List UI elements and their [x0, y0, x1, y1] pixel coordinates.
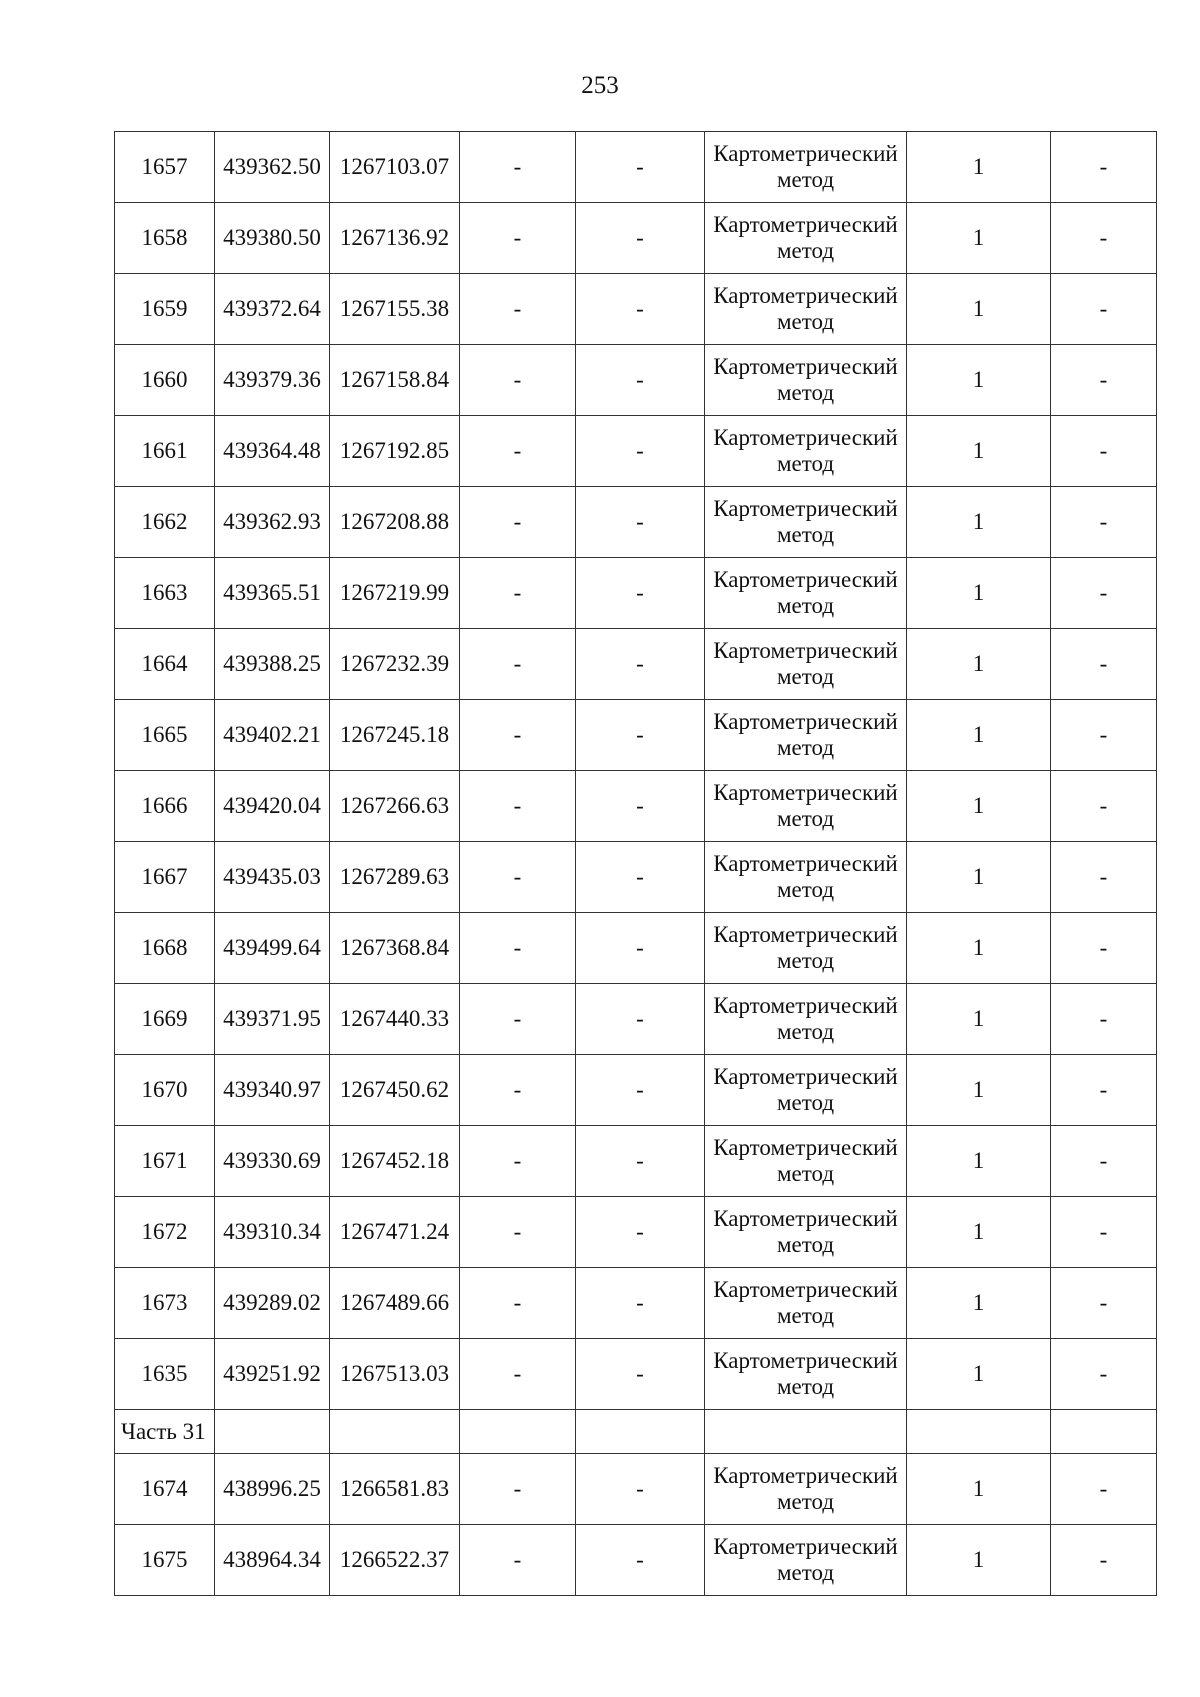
y-coordinate-cell: 1267450.62 — [330, 1055, 460, 1126]
x-coordinate-cell: 439362.50 — [215, 132, 330, 203]
empty-value-cell: - — [460, 416, 576, 487]
method-line-1: Картометрический — [713, 709, 898, 734]
x-coordinate-cell: 439310.34 — [215, 1197, 330, 1268]
table-row — [115, 274, 1157, 345]
empty-value-cell: - — [576, 771, 705, 842]
precision-cell: 1 — [907, 1454, 1051, 1525]
point-id-cell: 1663 — [115, 558, 215, 629]
empty-value-cell: - — [460, 1525, 576, 1596]
empty-value-cell: - — [460, 345, 576, 416]
method-line-2: метод — [776, 1560, 835, 1585]
method-line-2: метод — [776, 1232, 835, 1257]
table-row — [115, 558, 1157, 629]
precision-cell: 1 — [907, 203, 1051, 274]
method-cell — [705, 274, 907, 345]
empty-value-cell: - — [460, 629, 576, 700]
empty-value-cell: - — [1051, 274, 1157, 345]
y-coordinate-cell: 1267368.84 — [330, 913, 460, 984]
precision-cell: 1 — [907, 1126, 1051, 1197]
x-coordinate-cell: 439380.50 — [215, 203, 330, 274]
method-line-2: метод — [776, 1161, 835, 1186]
precision-cell: 1 — [907, 913, 1051, 984]
precision-cell: 1 — [907, 1339, 1051, 1410]
y-coordinate-cell: 1266581.83 — [330, 1454, 460, 1525]
x-coordinate-cell: 439371.95 — [215, 984, 330, 1055]
method-cell — [705, 1268, 907, 1339]
table-row — [115, 842, 1157, 913]
table-body — [115, 132, 1157, 1596]
point-id-cell: 1673 — [115, 1268, 215, 1339]
empty-value-cell: - — [1051, 487, 1157, 558]
empty-value-cell: - — [1051, 771, 1157, 842]
method-cell — [705, 1126, 907, 1197]
y-coordinate-cell: 1267266.63 — [330, 771, 460, 842]
empty-value-cell: - — [460, 1197, 576, 1268]
y-coordinate-cell: 1267489.66 — [330, 1268, 460, 1339]
empty-cell — [705, 1410, 907, 1454]
empty-value-cell: - — [576, 700, 705, 771]
empty-value-cell: - — [460, 771, 576, 842]
empty-value-cell: - — [1051, 558, 1157, 629]
part-label: Часть 31 — [115, 1410, 215, 1454]
table-row — [115, 345, 1157, 416]
x-coordinate-cell: 439365.51 — [215, 558, 330, 629]
empty-value-cell: - — [576, 1268, 705, 1339]
point-id-cell: 1665 — [115, 700, 215, 771]
method-line-1: Картометрический — [713, 1277, 898, 1302]
point-id-cell: 1672 — [115, 1197, 215, 1268]
empty-value-cell: - — [1051, 1268, 1157, 1339]
empty-value-cell: - — [460, 1339, 576, 1410]
empty-cell — [460, 1410, 576, 1454]
empty-value-cell: - — [1051, 345, 1157, 416]
point-id-cell: 1657 — [115, 132, 215, 203]
x-coordinate-cell: 439289.02 — [215, 1268, 330, 1339]
empty-value-cell: - — [460, 274, 576, 345]
y-coordinate-cell: 1267136.92 — [330, 203, 460, 274]
empty-cell — [1051, 1410, 1157, 1454]
empty-value-cell: - — [1051, 1454, 1157, 1525]
table-row — [115, 1126, 1157, 1197]
empty-value-cell: - — [576, 913, 705, 984]
method-cell — [705, 913, 907, 984]
point-id-cell: 1669 — [115, 984, 215, 1055]
precision-cell: 1 — [907, 842, 1051, 913]
table-row — [115, 1339, 1157, 1410]
x-coordinate-cell: 439435.03 — [215, 842, 330, 913]
empty-value-cell: - — [1051, 842, 1157, 913]
empty-value-cell: - — [460, 487, 576, 558]
method-cell — [705, 629, 907, 700]
point-id-cell: 1671 — [115, 1126, 215, 1197]
empty-value-cell: - — [576, 416, 705, 487]
method-cell — [705, 842, 907, 913]
y-coordinate-cell: 1267219.99 — [330, 558, 460, 629]
table-row — [115, 1055, 1157, 1126]
empty-cell — [576, 1410, 705, 1454]
method-line-2: метод — [776, 522, 835, 547]
method-line-2: метод — [776, 664, 835, 689]
table-row — [115, 700, 1157, 771]
point-id-cell: 1674 — [115, 1454, 215, 1525]
empty-value-cell: - — [1051, 1055, 1157, 1126]
y-coordinate-cell: 1267471.24 — [330, 1197, 460, 1268]
empty-value-cell: - — [576, 558, 705, 629]
method-line-1: Картометрический — [713, 1463, 898, 1488]
method-line-2: метод — [776, 1374, 835, 1399]
method-line-2: метод — [776, 1489, 835, 1514]
method-cell — [705, 132, 907, 203]
point-id-cell: 1670 — [115, 1055, 215, 1126]
method-line-2: метод — [776, 806, 835, 831]
empty-value-cell: - — [460, 700, 576, 771]
empty-value-cell: - — [460, 1454, 576, 1525]
empty-value-cell: - — [460, 842, 576, 913]
x-coordinate-cell: 439388.25 — [215, 629, 330, 700]
x-coordinate-cell: 439379.36 — [215, 345, 330, 416]
empty-value-cell: - — [460, 1126, 576, 1197]
y-coordinate-cell: 1267452.18 — [330, 1126, 460, 1197]
precision-cell: 1 — [907, 345, 1051, 416]
method-line-1: Картометрический — [713, 1348, 898, 1373]
method-line-1: Картометрический — [713, 851, 898, 876]
method-cell — [705, 1525, 907, 1596]
empty-value-cell: - — [460, 132, 576, 203]
method-line-1: Картометрический — [713, 212, 898, 237]
empty-value-cell: - — [576, 1055, 705, 1126]
point-id-cell: 1661 — [115, 416, 215, 487]
x-coordinate-cell: 439372.64 — [215, 274, 330, 345]
method-line-2: метод — [776, 309, 835, 334]
empty-value-cell: - — [1051, 1197, 1157, 1268]
x-coordinate-cell: 439499.64 — [215, 913, 330, 984]
point-id-cell: 1675 — [115, 1525, 215, 1596]
point-id-cell: 1659 — [115, 274, 215, 345]
empty-value-cell: - — [1051, 629, 1157, 700]
method-line-2: метод — [776, 1019, 835, 1044]
empty-value-cell: - — [576, 1126, 705, 1197]
empty-value-cell: - — [1051, 913, 1157, 984]
method-line-1: Картометрический — [713, 283, 898, 308]
method-line-1: Картометрический — [713, 922, 898, 947]
method-line-1: Картометрический — [713, 141, 898, 166]
empty-value-cell: - — [1051, 700, 1157, 771]
precision-cell: 1 — [907, 487, 1051, 558]
point-id-cell: 1662 — [115, 487, 215, 558]
method-line-1: Картометрический — [713, 1135, 898, 1160]
empty-value-cell: - — [576, 1454, 705, 1525]
table-row — [115, 1454, 1157, 1525]
x-coordinate-cell: 439362.93 — [215, 487, 330, 558]
point-id-cell: 1635 — [115, 1339, 215, 1410]
empty-value-cell: - — [576, 629, 705, 700]
y-coordinate-cell: 1267513.03 — [330, 1339, 460, 1410]
empty-value-cell: - — [576, 203, 705, 274]
method-line-2: метод — [776, 238, 835, 263]
empty-value-cell: - — [576, 274, 705, 345]
empty-cell — [215, 1410, 330, 1454]
method-line-1: Картометрический — [713, 496, 898, 521]
empty-value-cell: - — [460, 913, 576, 984]
x-coordinate-cell: 439402.21 — [215, 700, 330, 771]
y-coordinate-cell: 1267158.84 — [330, 345, 460, 416]
point-id-cell: 1667 — [115, 842, 215, 913]
empty-value-cell: - — [1051, 1126, 1157, 1197]
x-coordinate-cell: 438964.34 — [215, 1525, 330, 1596]
method-cell — [705, 700, 907, 771]
precision-cell: 1 — [907, 1055, 1051, 1126]
method-cell — [705, 1339, 907, 1410]
empty-value-cell: - — [1051, 132, 1157, 203]
method-line-2: метод — [776, 1303, 835, 1328]
point-id-cell: 1666 — [115, 771, 215, 842]
method-cell — [705, 1454, 907, 1525]
empty-cell — [330, 1410, 460, 1454]
y-coordinate-cell: 1267155.38 — [330, 274, 460, 345]
method-cell — [705, 771, 907, 842]
empty-value-cell: - — [1051, 203, 1157, 274]
empty-value-cell: - — [576, 842, 705, 913]
part-header-row — [115, 1410, 1157, 1454]
y-coordinate-cell: 1267289.63 — [330, 842, 460, 913]
table-row — [115, 487, 1157, 558]
point-id-cell: 1658 — [115, 203, 215, 274]
y-coordinate-cell: 1267192.85 — [330, 416, 460, 487]
y-coordinate-cell: 1267245.18 — [330, 700, 460, 771]
empty-value-cell: - — [460, 1268, 576, 1339]
x-coordinate-cell: 439330.69 — [215, 1126, 330, 1197]
method-line-1: Картометрический — [713, 638, 898, 663]
empty-value-cell: - — [460, 203, 576, 274]
method-line-2: метод — [776, 735, 835, 760]
method-line-1: Картометрический — [713, 1534, 898, 1559]
method-line-2: метод — [776, 1090, 835, 1115]
method-line-1: Картометрический — [713, 1064, 898, 1089]
method-line-2: метод — [776, 593, 835, 618]
table-row — [115, 1197, 1157, 1268]
precision-cell: 1 — [907, 1197, 1051, 1268]
empty-value-cell: - — [1051, 984, 1157, 1055]
precision-cell: 1 — [907, 132, 1051, 203]
empty-value-cell: - — [576, 487, 705, 558]
x-coordinate-cell: 439420.04 — [215, 771, 330, 842]
method-cell — [705, 984, 907, 1055]
table-row — [115, 1268, 1157, 1339]
table-row — [115, 132, 1157, 203]
x-coordinate-cell: 438996.25 — [215, 1454, 330, 1525]
table-row — [115, 629, 1157, 700]
coordinates-table — [114, 131, 1157, 1596]
page-number: 253 — [581, 72, 619, 99]
table-row — [115, 203, 1157, 274]
method-line-1: Картометрический — [713, 1206, 898, 1231]
point-id-cell: 1664 — [115, 629, 215, 700]
method-line-2: метод — [776, 948, 835, 973]
method-line-1: Картометрический — [713, 354, 898, 379]
table-row — [115, 1525, 1157, 1596]
empty-value-cell: - — [1051, 1525, 1157, 1596]
y-coordinate-cell: 1266522.37 — [330, 1525, 460, 1596]
y-coordinate-cell: 1267440.33 — [330, 984, 460, 1055]
x-coordinate-cell: 439251.92 — [215, 1339, 330, 1410]
y-coordinate-cell: 1267103.07 — [330, 132, 460, 203]
empty-value-cell: - — [576, 984, 705, 1055]
x-coordinate-cell: 439340.97 — [215, 1055, 330, 1126]
table-row — [115, 771, 1157, 842]
method-line-1: Картометрический — [713, 425, 898, 450]
y-coordinate-cell: 1267232.39 — [330, 629, 460, 700]
table-row — [115, 984, 1157, 1055]
empty-value-cell: - — [460, 984, 576, 1055]
precision-cell: 1 — [907, 629, 1051, 700]
empty-value-cell: - — [1051, 1339, 1157, 1410]
point-id-cell: 1660 — [115, 345, 215, 416]
empty-value-cell: - — [576, 132, 705, 203]
method-line-2: метод — [776, 451, 835, 476]
table-row — [115, 913, 1157, 984]
precision-cell: 1 — [907, 984, 1051, 1055]
empty-value-cell: - — [1051, 416, 1157, 487]
method-cell — [705, 203, 907, 274]
precision-cell: 1 — [907, 700, 1051, 771]
method-line-2: метод — [776, 877, 835, 902]
empty-cell — [907, 1410, 1051, 1454]
empty-value-cell: - — [576, 1197, 705, 1268]
x-coordinate-cell: 439364.48 — [215, 416, 330, 487]
method-cell — [705, 1197, 907, 1268]
empty-value-cell: - — [460, 558, 576, 629]
method-line-1: Картометрический — [713, 780, 898, 805]
empty-value-cell: - — [576, 1339, 705, 1410]
method-line-2: метод — [776, 167, 835, 192]
precision-cell: 1 — [907, 1525, 1051, 1596]
method-cell — [705, 416, 907, 487]
empty-value-cell: - — [576, 345, 705, 416]
method-line-1: Картометрический — [713, 993, 898, 1018]
empty-value-cell: - — [460, 1055, 576, 1126]
precision-cell: 1 — [907, 416, 1051, 487]
precision-cell: 1 — [907, 771, 1051, 842]
method-cell — [705, 1055, 907, 1126]
precision-cell: 1 — [907, 558, 1051, 629]
y-coordinate-cell: 1267208.88 — [330, 487, 460, 558]
precision-cell: 1 — [907, 274, 1051, 345]
method-line-2: метод — [776, 380, 835, 405]
point-id-cell: 1668 — [115, 913, 215, 984]
precision-cell: 1 — [907, 1268, 1051, 1339]
method-line-1: Картометрический — [713, 567, 898, 592]
empty-value-cell: - — [576, 1525, 705, 1596]
method-cell — [705, 487, 907, 558]
method-cell — [705, 558, 907, 629]
table-row — [115, 416, 1157, 487]
method-cell — [705, 345, 907, 416]
